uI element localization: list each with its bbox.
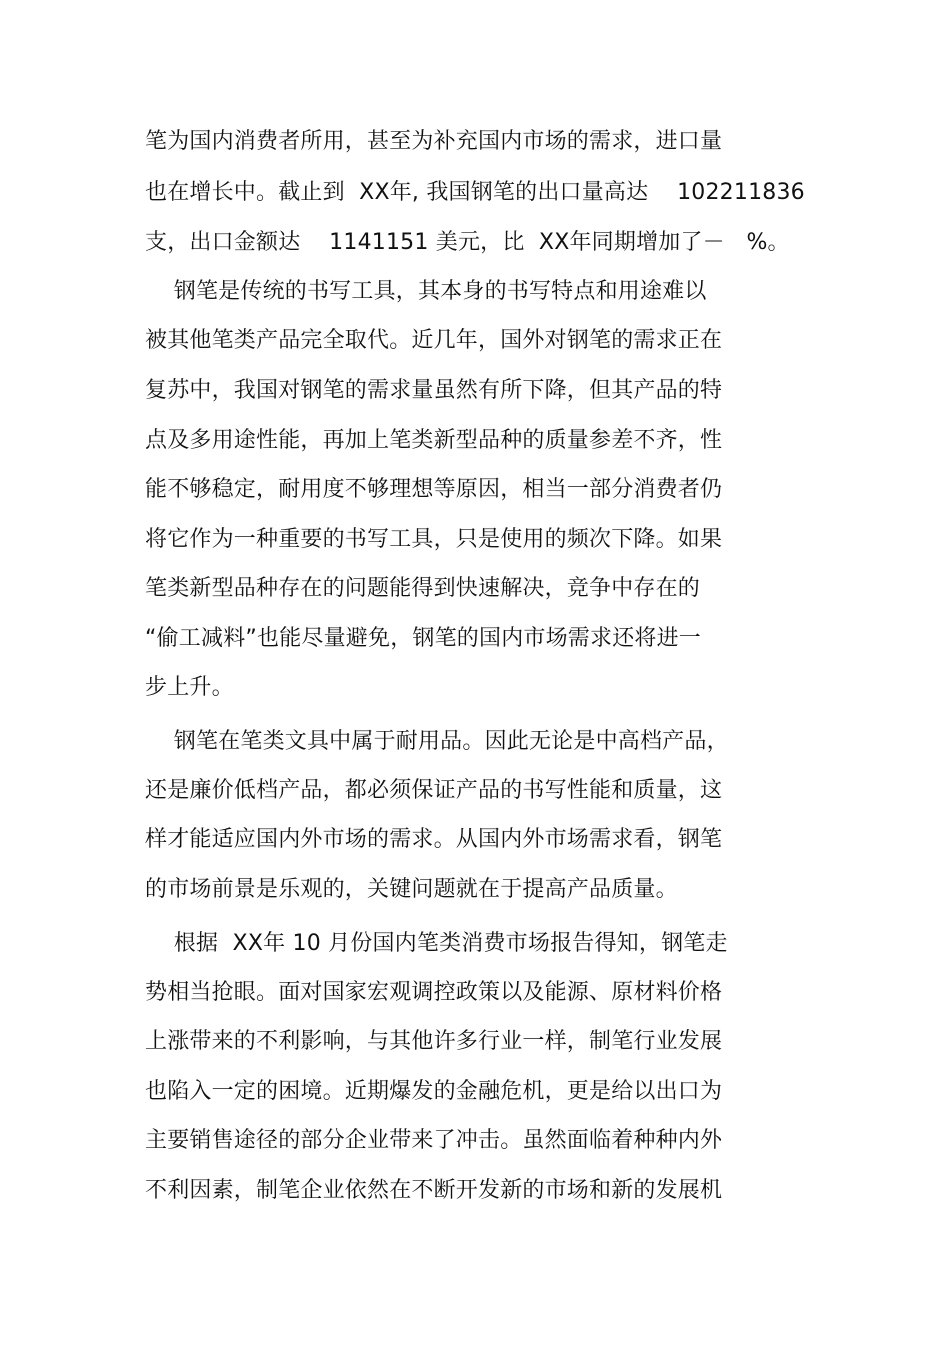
text-line: 不利因素，制笔企业依然在不断开发新的市场和新的发展机 xyxy=(145,1178,723,1203)
text-line: 也在增长中。截止到 XX年, 我国钢笔的出口量高达 102211836 xyxy=(145,180,805,205)
text-line: 的市场前景是乐观的，关键问题就在于提高产品质量。 xyxy=(145,877,678,902)
text-line: 势相当抢眼。面对国家宏观调控政策以及能源、原材料价格 xyxy=(145,980,723,1005)
text-line: 能不够稳定，耐用度不够理想等原因，相当一部分消费者仍 xyxy=(145,477,723,502)
text-line: 主要销售途径的部分企业带来了冲击。虽然面临着种种内外 xyxy=(145,1128,723,1153)
text-line: 支，出口金额达 1141151 美元，比 XX年同期增加了－ %。 xyxy=(145,230,790,255)
text-line: 上涨带来的不利影响，与其他许多行业一样，制笔行业发展 xyxy=(145,1029,723,1054)
text-line: 钢笔是传统的书写工具，其本身的书写特点和用途难以 xyxy=(145,279,707,304)
text-line: 根据 XX年 10 月份国内笔类消费市场报告得知，钢笔走 xyxy=(145,931,728,956)
text-line: 样才能适应国内外市场的需求。从国内外市场需求看，钢笔 xyxy=(145,827,723,852)
text-line: 点及多用途性能，再加上笔类新型品种的质量参差不齐，性 xyxy=(145,428,723,453)
text-line: 也陷入一定的困境。近期爆发的金融危机，更是给以出口为 xyxy=(145,1079,723,1104)
text-line: 还是廉价低档产品，都必须保证产品的书写性能和质量，这 xyxy=(145,778,723,803)
text-line: 笔为国内消费者所用，甚至为补充国内市场的需求，进口量 xyxy=(145,129,723,154)
text-line: 将它作为一种重要的书写工具，只是使用的频次下降。如果 xyxy=(145,527,723,552)
text-line: 被其他笔类产品完全取代。近几年，国外对钢笔的需求正在 xyxy=(145,328,723,353)
text-line: 笔类新型品种存在的问题能得到快速解决，竞争中存在的 xyxy=(145,576,701,601)
text-line: 步上升。 xyxy=(145,675,234,700)
text-line: “偷工减料”也能尽量避免，钢笔的国内市场需求还将进一 xyxy=(145,626,701,651)
text-line: 钢笔在笔类文具中属于耐用品。因此无论是中高档产品， xyxy=(145,729,729,754)
text-line: 复苏中，我国对钢笔的需求量虽然有所下降，但其产品的特 xyxy=(145,378,723,403)
